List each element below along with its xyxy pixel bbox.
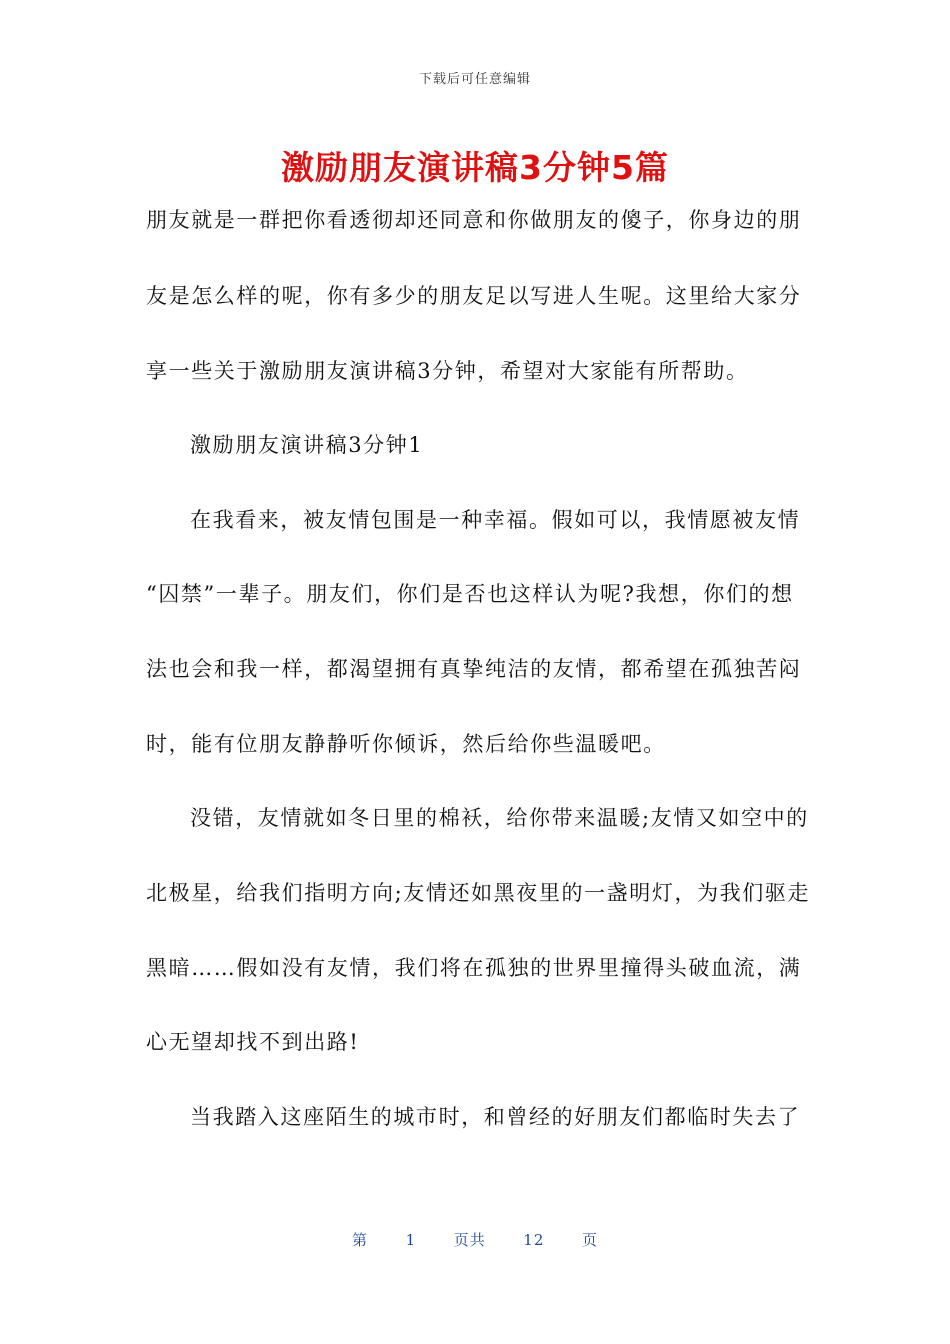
paragraph-line: 时，能有位朋友静静听你倾诉，然后给你些温暖吧。	[146, 732, 666, 756]
footer-page-number: 1	[405, 1231, 417, 1249]
footer-prefix: 第	[352, 1231, 369, 1249]
paragraph-line: 黑暗……假如没有友情，我们将在孤独的世界里撞得头破血流，满	[146, 956, 802, 980]
paragraph-line: “囚禁”一辈子。朋友们，你们是否也这样认为呢?我想，你们的想	[146, 582, 794, 606]
paragraph-line: 当我踏入这座陌生的城市时，和曾经的好朋友们都临时失去了	[190, 1105, 801, 1129]
section-heading: 激励朋友演讲稿3分钟1	[190, 433, 424, 457]
paragraph-line: 友是怎么样的呢，你有多少的朋友足以写进人生呢。这里给大家分	[146, 284, 802, 308]
paragraph-line: 法也会和我一样，都渴望拥有真挚纯洁的友情，都希望在孤独苦闷	[146, 657, 802, 681]
paragraph-line: 朋友就是一群把你看透彻却还同意和你做朋友的傻子，你身边的朋	[146, 208, 802, 232]
paragraph-line: 在我看来，被友情包围是一种幸福。假如可以，我情愿被友情	[190, 508, 801, 532]
footer-suffix: 页	[581, 1231, 598, 1249]
document-title: 激励朋友演讲稿3分钟5篇	[281, 148, 669, 187]
footer-total-pages: 12	[523, 1231, 545, 1249]
paragraph-line: 心无望却找不到出路!	[146, 1030, 360, 1054]
page-footer	[0, 1229, 950, 1250]
header-note: 下载后可任意编辑	[418, 72, 531, 87]
paragraph-line: 北极星，给我们指明方向;友情还如黑夜里的一盏明灯，为我们驱走	[146, 881, 811, 905]
paragraph-line: 享一些关于激励朋友演讲稿3分钟，希望对大家能有所帮助。	[146, 359, 749, 383]
paragraph-line: 没错，友情就如冬日里的棉袄，给你带来温暖;友情又如空中的	[190, 806, 809, 830]
footer-middle: 页共	[453, 1231, 486, 1249]
